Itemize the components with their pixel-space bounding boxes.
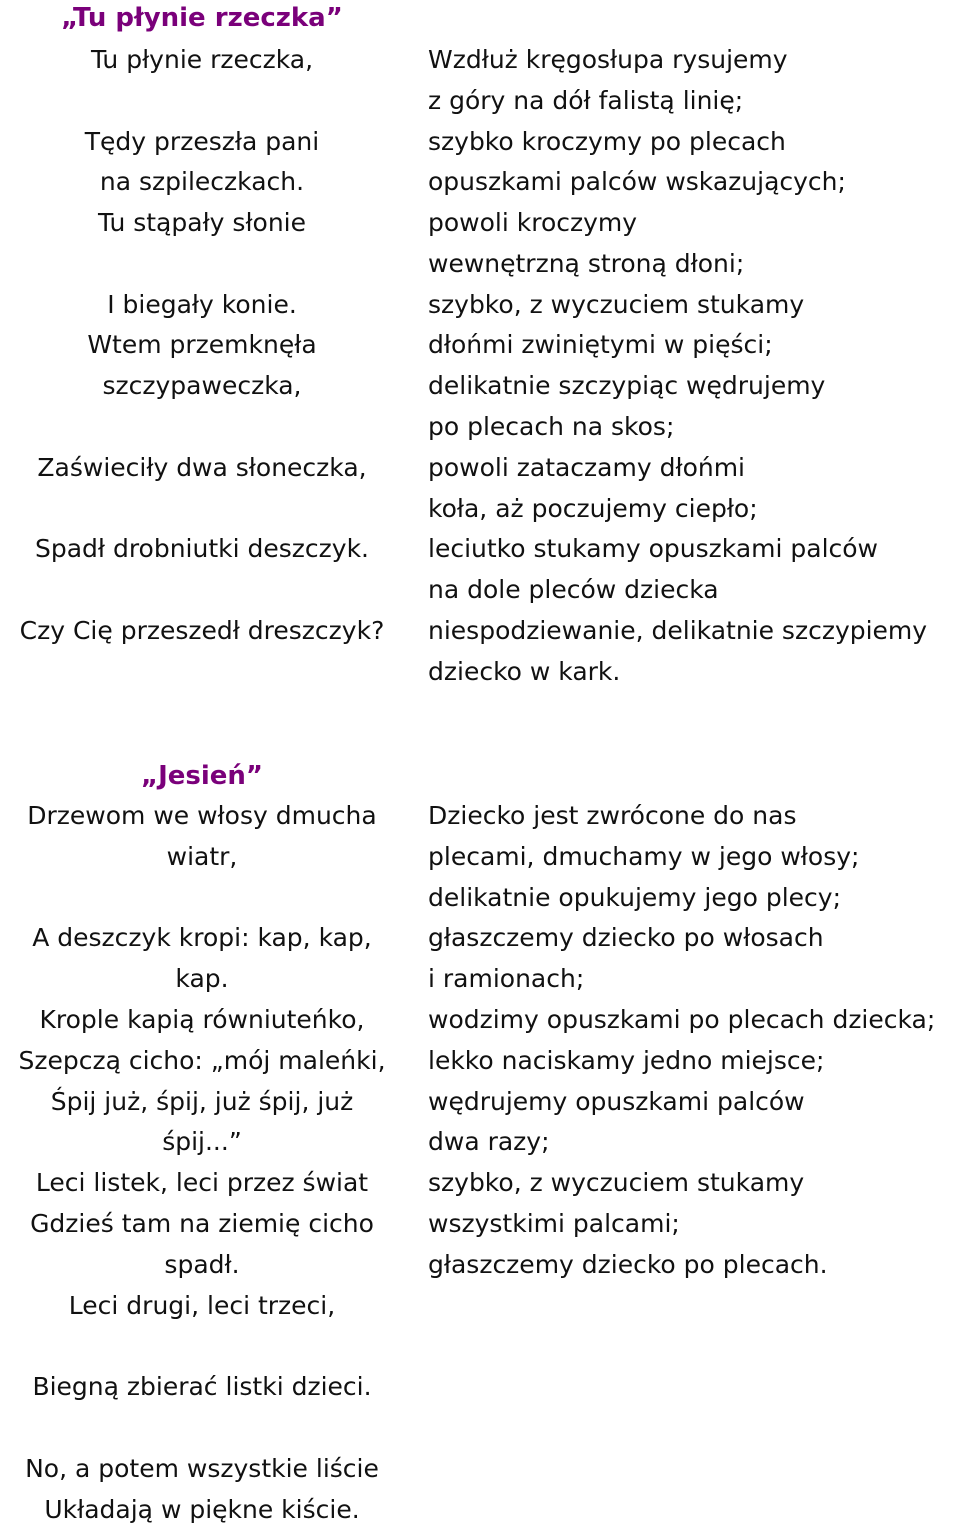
poem1-verse-line: Tędy przeszła pani	[84, 127, 320, 156]
poem1-instruction-line: z góry na dół falistą linię;	[428, 86, 744, 115]
poem1-instruction-line: powoli kroczymy	[428, 208, 638, 237]
poem2-verse-line: Biegną zbierać listki dzieci.	[32, 1372, 372, 1401]
poem1-instruction-line: wewnętrzną stroną dłoni;	[428, 249, 745, 278]
poem2-instruction-line: Dziecko jest zwrócone do nas	[428, 801, 797, 830]
poem2-verse-line: Gdzieś tam na ziemię cicho	[30, 1209, 374, 1238]
poem1-instruction-line: powoli zataczamy dłońmi	[428, 453, 746, 482]
poem1-verse-line: Tu płynie rzeczka,	[90, 45, 314, 74]
poem1-verse-line: Wtem przemknęła	[87, 330, 317, 359]
poem2-instruction-line: lekko naciskamy jedno miejsce;	[428, 1046, 825, 1075]
poem1-verse-line: Zaświeciły dwa słoneczka,	[37, 453, 367, 482]
poem2-verse-line: kap.	[175, 964, 229, 993]
poem1-instruction-line: koła, aż poczujemy ciepło;	[428, 494, 758, 523]
poem2-verse-line: spadł.	[164, 1250, 240, 1279]
poem2-title: „Jesień”	[140, 761, 263, 791]
poem2-verse-line: No, a potem wszystkie liście	[25, 1454, 379, 1483]
poem1-verse-line: I biegały konie.	[107, 290, 297, 319]
poem2-verse-line: Leci listek, leci przez świat	[35, 1168, 369, 1197]
poem2-instruction-line: wodzimy opuszkami po plecach dziecka;	[428, 1005, 936, 1034]
poem1-verse-line: Spadł drobniutki deszczyk.	[34, 534, 370, 563]
poem1-verse-line: Tu stąpały słonie	[97, 208, 307, 237]
poem1-verse-line: Czy Cię przeszedł dreszczyk?	[19, 616, 385, 645]
poem1-instruction-line: niespodziewanie, delikatnie szczypiemy	[428, 616, 928, 645]
poem2-verse-line: wiatr,	[166, 842, 238, 871]
poem2-instruction-line: i ramionach;	[428, 964, 585, 993]
poem2-verse-line: Krople kapią równiuteńko,	[39, 1005, 365, 1034]
poem2-instruction-line: wszystkimi palcami;	[428, 1209, 680, 1238]
poem1-instruction-line: dziecko w kark.	[428, 657, 621, 686]
poem2-instruction-line: dwa razy;	[428, 1127, 550, 1156]
poem1-verse-line: na szpileczkach.	[99, 167, 305, 196]
poem2-verse-line: Śpij już, śpij, już śpij, już	[50, 1087, 354, 1116]
poem1-verse-line: szczypaweczka,	[102, 371, 302, 400]
poem1-instruction-line: na dole pleców dziecka	[428, 575, 719, 604]
poem1-instruction-line: opuszkami palców wskazujących;	[428, 167, 846, 196]
poem1-title: „Tu płynie rzeczka”	[61, 3, 343, 33]
poem2-verse-line: A deszczyk kropi: kap, kap,	[32, 923, 372, 952]
poem1-instruction-line: szybko kroczymy po plecach	[428, 127, 786, 156]
poem2-instruction-line: szybko, z wyczuciem stukamy	[428, 1168, 805, 1197]
poem2-verse-line: Leci drugi, leci trzeci,	[68, 1291, 336, 1320]
poem1-instruction-line: leciutko stukamy opuszkami palców	[428, 534, 878, 563]
poem2-instruction-line: głaszczemy dziecko po włosach	[428, 923, 824, 952]
poem1-instruction-line: Wzdłuż kręgosłupa rysujemy	[428, 45, 788, 74]
poem2-verse-line: Drzewom we włosy dmucha	[27, 801, 377, 830]
poem2-instruction-line: delikatnie opukujemy jego plecy;	[428, 883, 842, 912]
poem2-verse-line: Układają w piękne kiście.	[44, 1495, 360, 1524]
poem1-instruction-line: dłońmi zwiniętymi w pięści;	[428, 330, 773, 359]
poem1-instruction-line: po plecach na skos;	[428, 412, 675, 441]
poem2-instruction-line: plecami, dmuchamy w jego włosy;	[428, 842, 860, 871]
poem1-instruction-line: delikatnie szczypiąc wędrujemy	[428, 371, 826, 400]
poem1-instruction-line: szybko, z wyczuciem stukamy	[428, 290, 805, 319]
poem2-verse-line: Szepczą cicho: „mój maleńki,	[18, 1046, 386, 1075]
poem2-instruction-line: głaszczemy dziecko po plecach.	[428, 1250, 828, 1279]
poem2-verse-line: śpij...”	[162, 1127, 242, 1156]
poem2-instruction-line: wędrujemy opuszkami palców	[428, 1087, 805, 1116]
